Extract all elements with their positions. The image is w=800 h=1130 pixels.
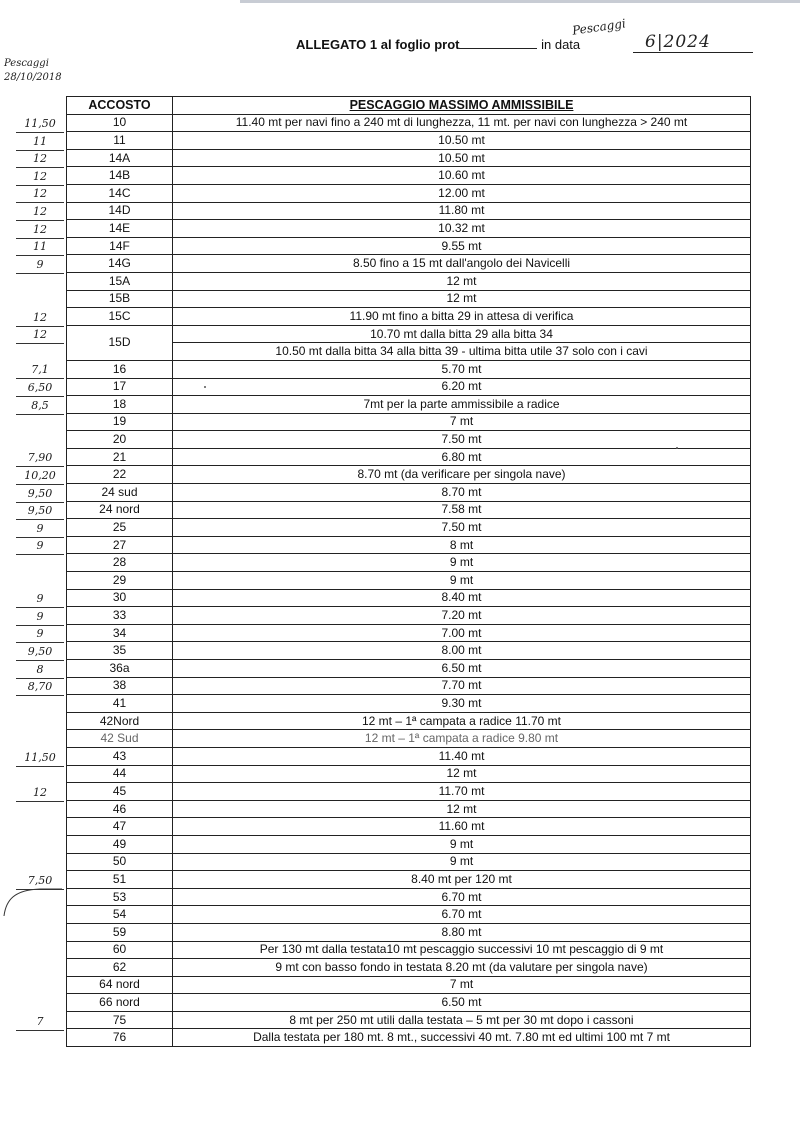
margin-note: 11 [16, 134, 64, 151]
accosto-cell: 24 nord [67, 501, 173, 519]
accosto-cell: 22 [67, 466, 173, 484]
accosto-cell: 53 [67, 888, 173, 906]
accosto-cell: 28 [67, 554, 173, 572]
draft-value-cell: 10.50 mt [173, 132, 751, 150]
table-row [67, 501, 751, 519]
margin-note: 9 [16, 591, 64, 608]
table-row [67, 607, 751, 625]
table-row [67, 308, 751, 326]
margin-note: 6,50 [16, 380, 64, 397]
table-row [67, 184, 751, 202]
table-row [67, 431, 751, 449]
margin-note: 9 [16, 538, 64, 555]
accosto-cell: 44 [67, 765, 173, 783]
draft-value-cell: 7 mt [173, 413, 751, 431]
accosto-cell: 15D [67, 325, 173, 360]
margin-note: 7,1 [16, 362, 64, 379]
draft-value-cell: 9 mt [173, 554, 751, 572]
draft-value-cell: 6.70 mt [173, 906, 751, 924]
table-row [67, 378, 751, 396]
draft-value-cell: 10.60 mt [173, 167, 751, 185]
handwritten-date: 6|2024 [645, 32, 711, 52]
accosto-cell: 45 [67, 783, 173, 801]
accosto-cell: 14D [67, 202, 173, 220]
attachment-title: ALLEGATO 1 [296, 37, 378, 52]
table-row [67, 202, 751, 220]
accosto-cell: 36a [67, 660, 173, 678]
table-row [67, 448, 751, 466]
accosto-cell: 38 [67, 677, 173, 695]
accosto-cell: 76 [67, 1029, 173, 1047]
table-row [67, 730, 751, 748]
draft-value-cell: 12 mt [173, 290, 751, 308]
table-row [67, 325, 751, 343]
accosto-cell: 30 [67, 589, 173, 607]
margin-note: 12 [16, 310, 64, 327]
table-row [67, 589, 751, 607]
margin-note: 11,50 [16, 750, 64, 767]
draft-value-cell: Dalla testata per 180 mt. 8 mt., successivi 40 mt. 7.80 mt ed ultimi 100 mt 7 mt [173, 1029, 751, 1047]
handwritten-left-note: Pescaggi [4, 58, 49, 69]
margin-note: 10,20 [16, 468, 64, 485]
table-row [67, 624, 751, 642]
draft-value-cell: 7.50 mt [173, 519, 751, 537]
margin-note: 9,50 [16, 644, 64, 661]
table-row [67, 853, 751, 871]
table-header-row [67, 97, 751, 115]
draft-value-cell: 9 mt [173, 572, 751, 590]
accosto-cell: 46 [67, 800, 173, 818]
margin-note: 7,90 [16, 450, 64, 467]
accosto-cell: 29 [67, 572, 173, 590]
accosto-cell: 75 [67, 1011, 173, 1029]
table-row [67, 360, 751, 378]
margin-note: 7,50 [16, 873, 64, 890]
table-row [67, 536, 751, 554]
draft-value-cell: 11.60 mt [173, 818, 751, 836]
margin-note: 8 [16, 662, 64, 679]
table-row [67, 642, 751, 660]
draft-value-cell: 8 mt [173, 536, 751, 554]
table-row [67, 765, 751, 783]
draft-value-cell: 6.80 mt [173, 448, 751, 466]
table-row [67, 1029, 751, 1047]
margin-note: 12 [16, 186, 64, 203]
draft-value-cell: 10.50 mt dalla bitta 34 alla bitta 39 - ultima bitta utile 37 solo con i cavi [173, 343, 751, 361]
draft-value-cell: 8.40 mt [173, 589, 751, 607]
draft-table-body [67, 114, 751, 1046]
table-row [67, 554, 751, 572]
table-row [67, 114, 751, 132]
accosto-cell: 27 [67, 536, 173, 554]
accosto-cell: 47 [67, 818, 173, 836]
draft-value-cell: 12 mt – 1ª campata a radice 11.70 mt [173, 712, 751, 730]
table-row [67, 167, 751, 185]
handwritten-curve-mark [0, 880, 70, 920]
handwritten-top-note: Pescaggi [571, 16, 627, 38]
margin-note: 12 [16, 151, 64, 168]
table-row [67, 132, 751, 150]
table-row [67, 835, 751, 853]
draft-value-cell: 12 mt [173, 800, 751, 818]
accosto-cell: 42 Sud [67, 730, 173, 748]
table-row [67, 660, 751, 678]
draft-value-cell: 11.40 mt per navi fino a 240 mt di lunghezza, 11 mt. per navi con lunghezza > 240 mt [173, 114, 751, 132]
draft-value-cell: 11.80 mt [173, 202, 751, 220]
draft-value-cell: Per 130 mt dalla testata10 mt pescaggio successivi 10 mt pescaggio di 9 mt [173, 941, 751, 959]
draft-value-cell: 8.40 mt per 120 mt [173, 871, 751, 889]
draft-value-cell: 9 mt [173, 835, 751, 853]
table-row [67, 220, 751, 238]
table-row [67, 396, 751, 414]
draft-value-cell: 11.90 mt fino a bitta 29 in attesa di verifica [173, 308, 751, 326]
accosto-cell: 15B [67, 290, 173, 308]
accosto-cell: 14E [67, 220, 173, 238]
draft-value-cell: 10.32 mt [173, 220, 751, 238]
accosto-cell: 50 [67, 853, 173, 871]
table-row [67, 1011, 751, 1029]
accosto-cell: 14F [67, 237, 173, 255]
accosto-cell: 17 [67, 378, 173, 396]
margin-note: 9 [16, 626, 64, 643]
table-row [67, 695, 751, 713]
table-row [67, 959, 751, 977]
accosto-cell: 18 [67, 396, 173, 414]
accosto-cell: 41 [67, 695, 173, 713]
scan-top-edge [240, 0, 800, 3]
draft-value-cell: 7.50 mt [173, 431, 751, 449]
draft-value-cell: 8.50 fino a 15 mt dall'angolo dei Navicelli [173, 255, 751, 273]
draft-value-cell: 8.70 mt [173, 484, 751, 502]
margin-note: 12 [16, 204, 64, 221]
accosto-cell: 49 [67, 835, 173, 853]
margin-note: 8,5 [16, 398, 64, 415]
table-row [67, 906, 751, 924]
accosto-cell: 43 [67, 747, 173, 765]
handwritten-left-date: 28/10/2018 [4, 72, 62, 83]
draft-value-cell: 7.20 mt [173, 607, 751, 625]
document-header [296, 36, 580, 52]
draft-value-cell: 9 mt [173, 853, 751, 871]
accosto-cell: 66 nord [67, 994, 173, 1012]
draft-value-cell: 7.70 mt [173, 677, 751, 695]
draft-value-cell: 10.50 mt [173, 149, 751, 167]
draft-value-cell: 6.50 mt [173, 994, 751, 1012]
table-row [67, 413, 751, 431]
draft-value-cell: 6.70 mt [173, 888, 751, 906]
draft-value-cell: 8 mt per 250 mt utili dalla testata – 5 mt per 30 mt dopo i cassoni [173, 1011, 751, 1029]
table-row [67, 519, 751, 537]
scan-speck [204, 386, 206, 388]
draft-value-cell: 9.55 mt [173, 237, 751, 255]
table-row [67, 272, 751, 290]
margin-note: 7 [16, 1014, 64, 1031]
accosto-cell: 34 [67, 624, 173, 642]
date-blank-line [633, 52, 753, 53]
accosto-cell: 14G [67, 255, 173, 273]
accosto-cell: 51 [67, 871, 173, 889]
table-row [67, 255, 751, 273]
margin-note: 9 [16, 609, 64, 626]
table-row [67, 800, 751, 818]
margin-note: 9 [16, 257, 64, 274]
accosto-cell: 14B [67, 167, 173, 185]
table-row [67, 572, 751, 590]
table-row [67, 783, 751, 801]
draft-value-cell: 9 mt con basso fondo in testata 8.20 mt (da valutare per singola nave) [173, 959, 751, 977]
draft-value-cell: 7 mt [173, 976, 751, 994]
accosto-cell: 62 [67, 959, 173, 977]
accosto-cell: 14A [67, 149, 173, 167]
table-row [67, 290, 751, 308]
margin-note: 9,50 [16, 486, 64, 503]
header-accosto: ACCOSTO [67, 97, 173, 115]
draft-value-cell: 11.40 mt [173, 747, 751, 765]
table-row [67, 976, 751, 994]
accosto-cell: 10 [67, 114, 173, 132]
table-row [67, 466, 751, 484]
accosto-cell: 21 [67, 448, 173, 466]
accosto-cell: 24 sud [67, 484, 173, 502]
margin-note: 12 [16, 785, 64, 802]
accosto-cell: 14C [67, 184, 173, 202]
accosto-cell: 20 [67, 431, 173, 449]
scan-speck [676, 447, 678, 449]
table-row [67, 149, 751, 167]
draft-value-cell: 5.70 mt [173, 360, 751, 378]
draft-value-cell: 12.00 mt [173, 184, 751, 202]
draft-value-cell: 12 mt [173, 272, 751, 290]
table-row [67, 237, 751, 255]
draft-value-cell: 7.00 mt [173, 624, 751, 642]
in-data-label: in data [541, 37, 581, 52]
margin-note: 12 [16, 222, 64, 239]
draft-value-cell: 12 mt [173, 765, 751, 783]
table-row [67, 677, 751, 695]
accosto-cell: 16 [67, 360, 173, 378]
table-row [67, 484, 751, 502]
draft-value-cell: 6.20 mt [173, 378, 751, 396]
draft-value-cell: 8.80 mt [173, 923, 751, 941]
margin-note: 11 [16, 239, 64, 256]
table-row [67, 712, 751, 730]
draft-value-cell: 6.50 mt [173, 660, 751, 678]
accosto-cell: 60 [67, 941, 173, 959]
accosto-cell: 19 [67, 413, 173, 431]
draft-value-cell: 12 mt – 1ª campata a radice 9.80 mt [173, 730, 751, 748]
draft-value-cell: 8.00 mt [173, 642, 751, 660]
draft-value-cell: 8.70 mt (da verificare per singola nave) [173, 466, 751, 484]
protocol-blank-line [459, 36, 537, 49]
margin-note: 9 [16, 521, 64, 538]
accosto-cell: 54 [67, 906, 173, 924]
table-row [67, 747, 751, 765]
draft-table [66, 96, 751, 1047]
accosto-cell: 33 [67, 607, 173, 625]
draft-value-cell: 10.70 mt dalla bitta 29 alla bitta 34 [173, 325, 751, 343]
table-row [67, 871, 751, 889]
table-row [67, 941, 751, 959]
accosto-cell: 35 [67, 642, 173, 660]
margin-note: 12 [16, 169, 64, 186]
table-row [67, 888, 751, 906]
accosto-cell: 11 [67, 132, 173, 150]
attachment-subtitle: al foglio prot [380, 37, 460, 52]
margin-note: 8,70 [16, 679, 64, 696]
draft-value-cell: 7.58 mt [173, 501, 751, 519]
margin-note: 12 [16, 327, 64, 344]
margin-note: 11,50 [16, 116, 64, 133]
accosto-cell: 59 [67, 923, 173, 941]
table-row [67, 994, 751, 1012]
draft-value-cell: 7mt per la parte ammissibile a radice [173, 396, 751, 414]
accosto-cell: 42Nord [67, 712, 173, 730]
accosto-cell: 25 [67, 519, 173, 537]
draft-value-cell: 11.70 mt [173, 783, 751, 801]
margin-note: 9,50 [16, 503, 64, 520]
accosto-cell: 15C [67, 308, 173, 326]
draft-value-cell: 9.30 mt [173, 695, 751, 713]
table-row [67, 818, 751, 836]
accosto-cell: 15A [67, 272, 173, 290]
table-row [67, 923, 751, 941]
accosto-cell: 64 nord [67, 976, 173, 994]
header-pescaggio: PESCAGGIO MASSIMO AMMISSIBILE [173, 97, 751, 115]
